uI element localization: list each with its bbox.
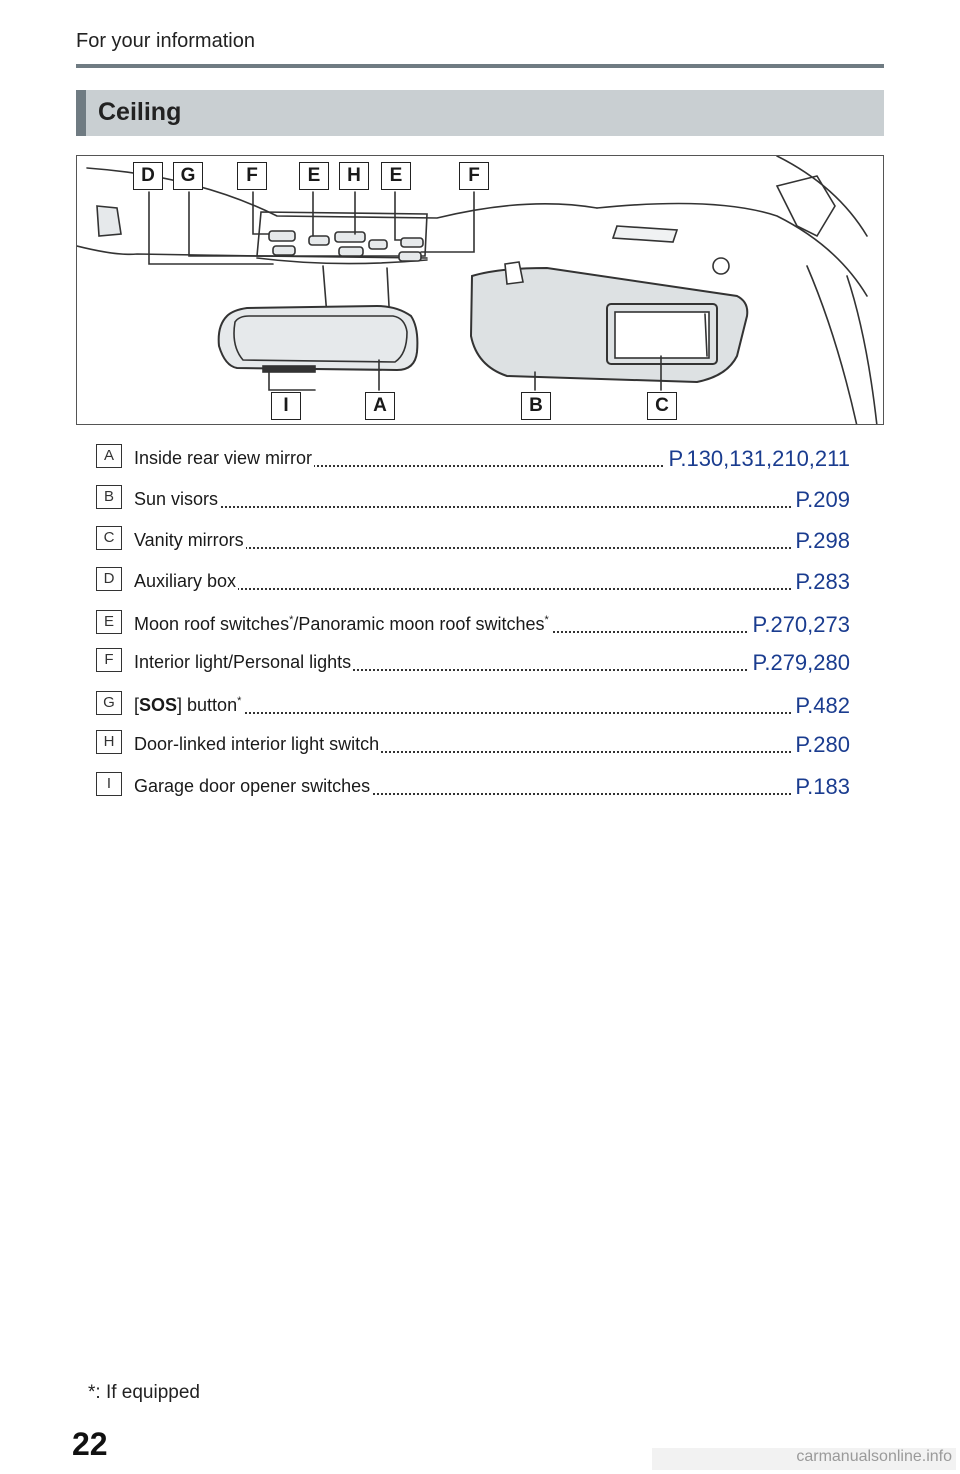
item-entry [134,571,850,595]
item-letter-badge: C [96,526,122,550]
list-item [96,770,852,800]
item-letter-badge: H [96,730,122,754]
item-label: Auxiliary box [134,571,237,591]
item-label-part: [ [134,695,140,715]
item-label [134,614,551,634]
site-watermark: carmanualsonline.info [652,1448,956,1470]
item-letter-badge: D [96,567,122,591]
callout-f-right: F [459,162,489,190]
page-reference-link[interactable]: P.283 [791,571,850,595]
list-item [96,565,852,595]
callout-e-left: E [299,162,329,190]
callout-g: G [173,162,203,190]
item-label-part: /Panoramic moon roof switches [293,614,545,634]
sos-label: SOS [139,695,178,715]
item-label: Inside rear view mirror [134,448,313,468]
callout-c: C [647,392,677,420]
callout-f-left: F [237,162,267,190]
footnote-marker: * [237,695,242,707]
item-label: Door-linked interior light switch [134,734,380,754]
item-label [134,695,243,715]
item-label-part: Moon roof switches [134,614,290,634]
callout-b: B [521,392,551,420]
item-label-part: ] button [177,695,238,715]
list-item [96,728,852,758]
item-entry [134,489,850,513]
footnote: *: If equipped [88,1382,200,1403]
page-reference-link[interactable]: P.279,280 [749,652,850,676]
item-entry [134,652,850,676]
callout-d: D [133,162,163,190]
list-item [96,646,852,676]
page-reference-link[interactable]: P.270,273 [749,614,850,638]
running-header: For your information [76,30,255,52]
dot-leader [134,506,850,508]
list-item [96,689,852,719]
list-item [96,442,852,472]
list-item [96,524,852,554]
list-item [96,483,852,513]
callout-e-right: E [381,162,411,190]
footnote-marker: * [544,614,549,626]
callout-i: I [271,392,301,420]
list-item [96,608,852,638]
item-entry [134,776,850,800]
item-label: Interior light/Personal lights [134,652,352,672]
section-heading-bar [76,90,884,136]
page-reference-link[interactable]: P.130,131,210,211 [665,448,850,472]
item-letter-badge: A [96,444,122,468]
item-letter-badge: F [96,648,122,672]
page-number: 22 [72,1426,108,1462]
item-label: Garage door opener switches [134,776,371,796]
item-entry [134,695,850,719]
item-label: Vanity mirrors [134,530,244,550]
dot-leader [134,588,850,590]
page-reference-link[interactable]: P.482 [791,695,850,719]
page-reference-link[interactable]: P.280 [791,734,850,758]
item-letter-badge: E [96,610,122,634]
page-reference-link[interactable]: P.209 [791,489,850,513]
item-letter-badge: G [96,691,122,715]
page-reference-link[interactable]: P.298 [791,530,850,554]
item-label: Sun visors [134,489,219,509]
item-entry [134,614,850,638]
item-letter-badge: I [96,772,122,796]
item-entry [134,734,850,758]
item-letter-badge: B [96,485,122,509]
callout-a: A [365,392,395,420]
section-title: Ceiling [98,98,182,126]
footnote-marker: * [289,614,294,626]
item-entry [134,448,850,472]
header-rule [76,64,884,68]
ceiling-drawing [77,156,884,425]
page-reference-link[interactable]: P.183 [791,776,850,800]
ceiling-illustration [76,155,884,425]
item-entry [134,530,850,554]
callout-h: H [339,162,369,190]
